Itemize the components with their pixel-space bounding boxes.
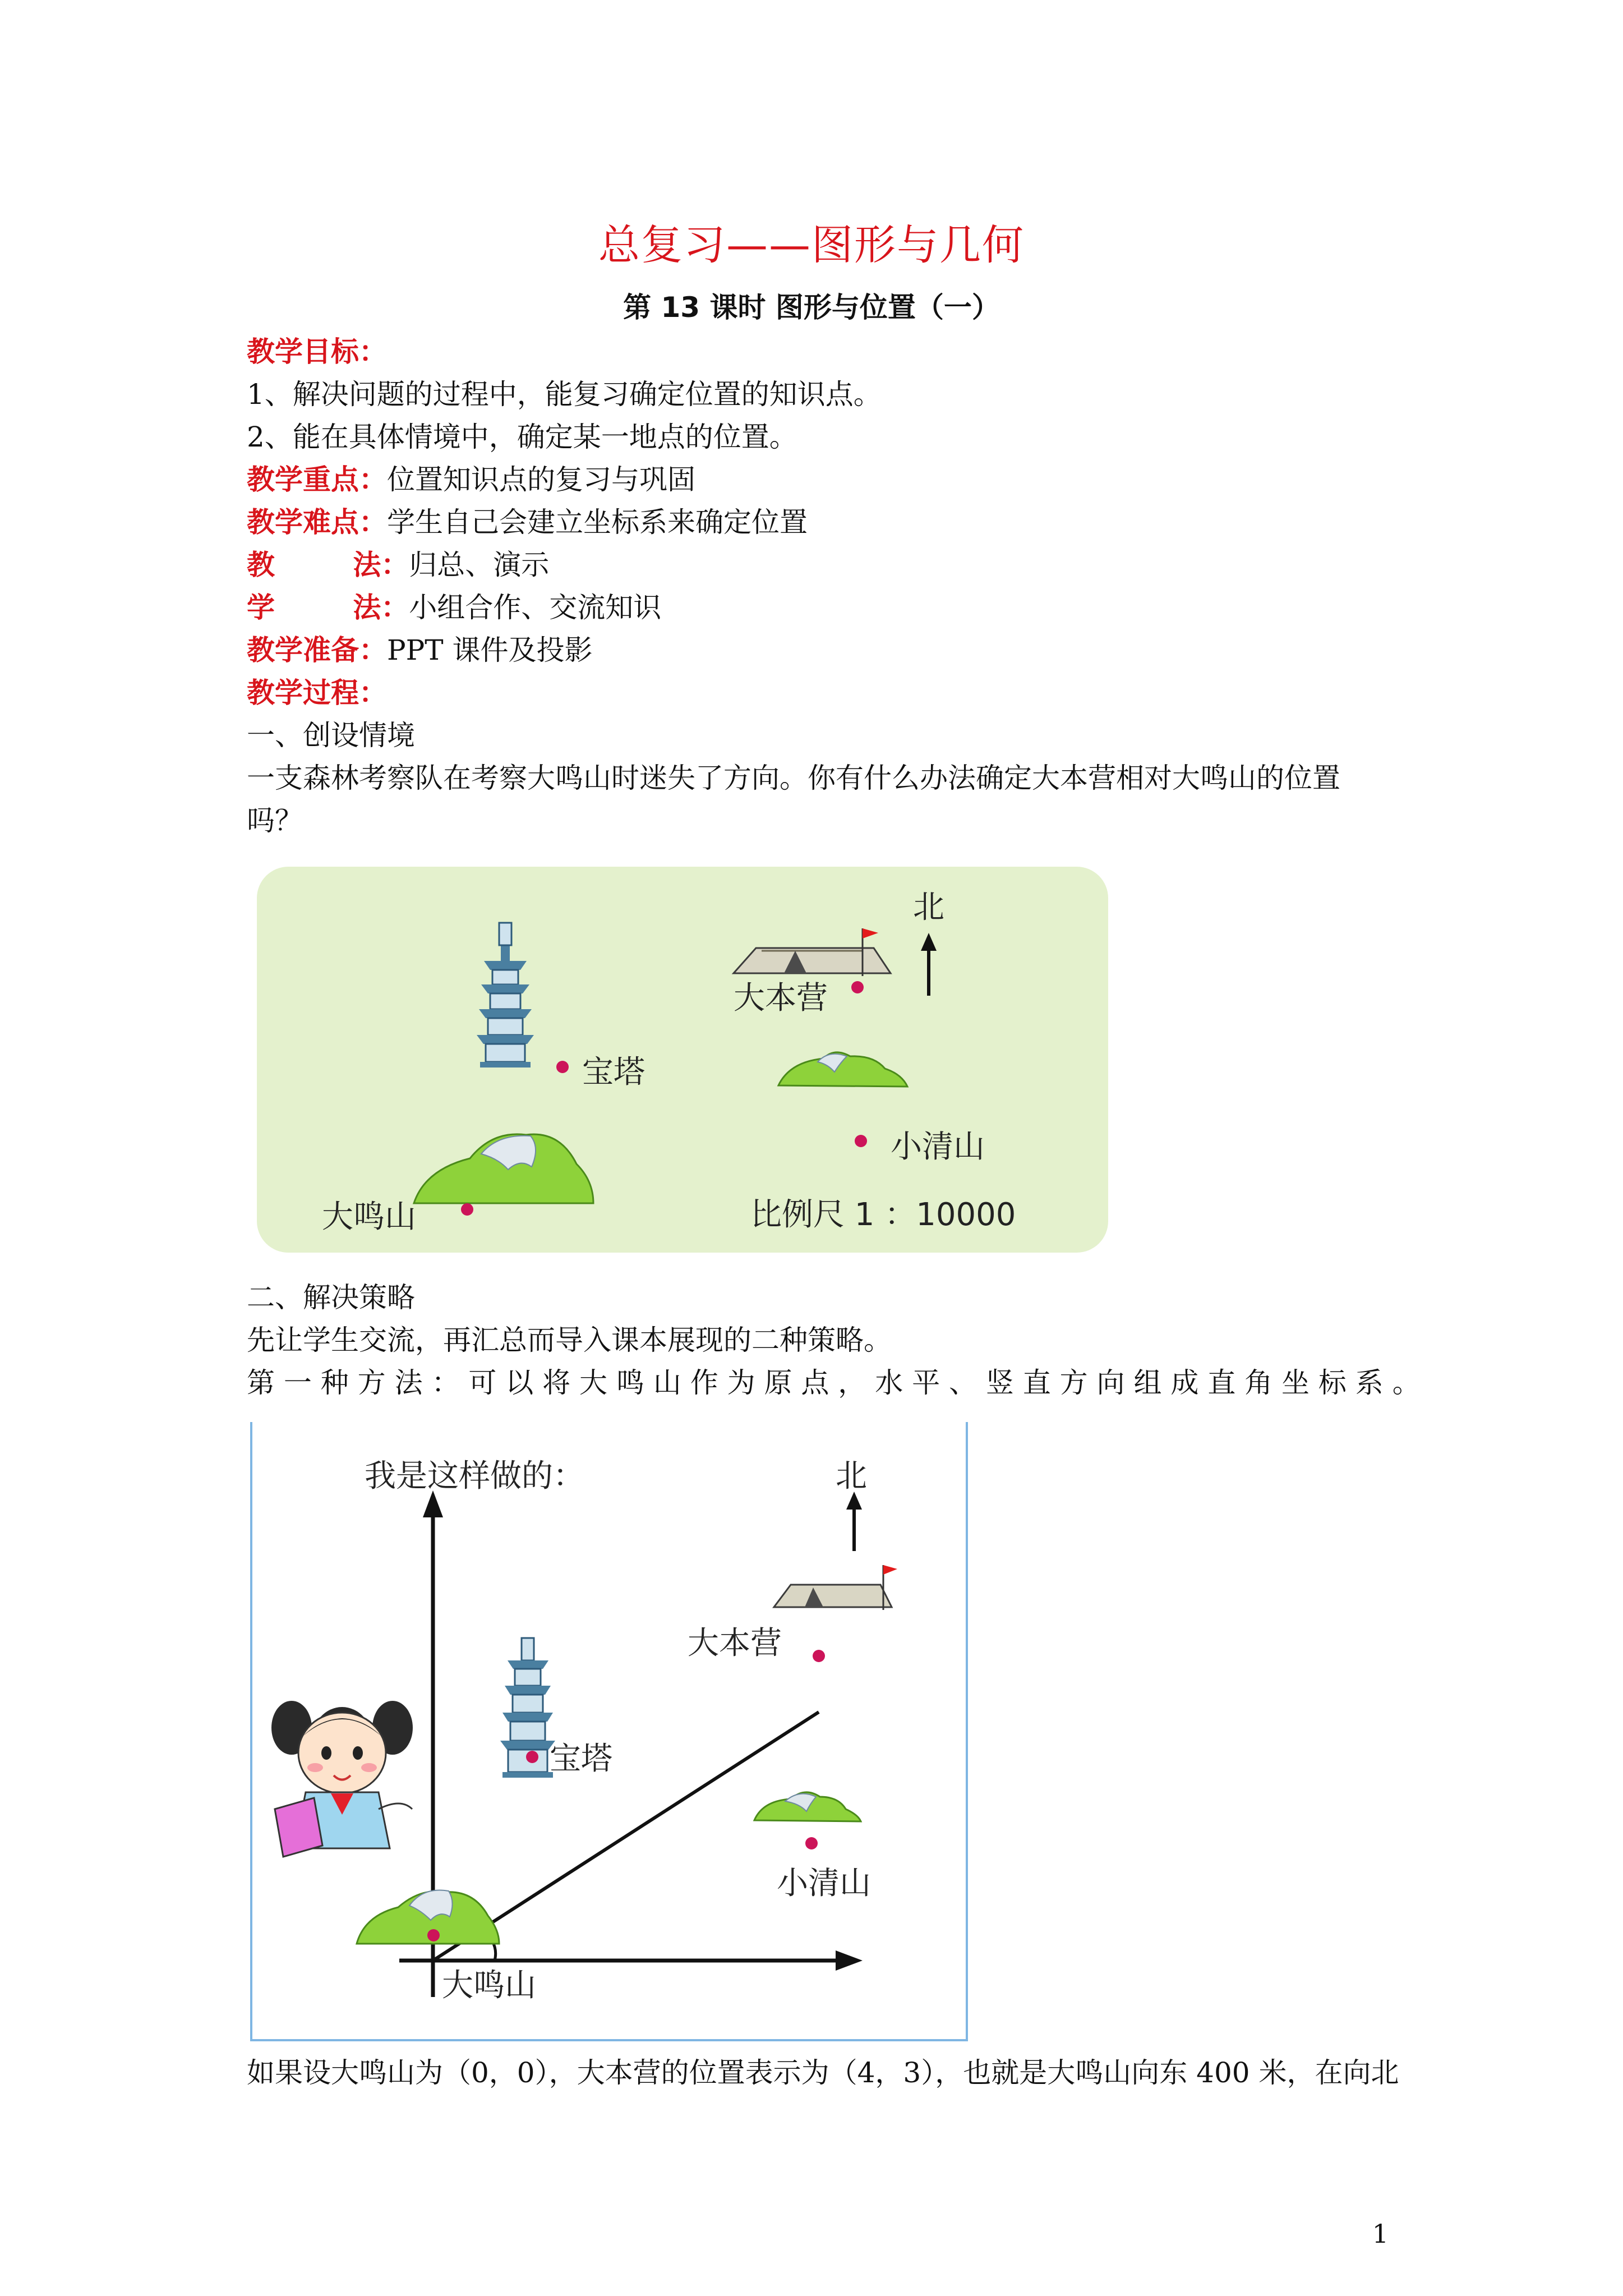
big-mountain-marker	[427, 1929, 440, 1941]
scale-label: 比例尺 1 ：10000	[750, 1197, 1016, 1233]
small-mountain-marker	[805, 1837, 818, 1849]
page-number: 1	[1372, 2219, 1389, 2249]
small-mountain-label: 小清山	[777, 1865, 871, 1902]
preparation-label: 教学准备：	[247, 634, 387, 666]
camp-marker	[813, 1650, 825, 1662]
coordinate-artwork	[252, 1422, 966, 2039]
map-illustration	[257, 867, 1108, 1253]
section-1-heading: 一、创设情境	[247, 719, 415, 752]
big-mountain-marker	[461, 1203, 473, 1216]
girl-illustration-icon	[271, 1701, 413, 1857]
paragraph-4: 如果设大鸣山为（0，0），大本营的位置表示为（4，3），也就是大鸣山向东 400 米，在向北	[247, 2056, 1399, 2089]
camp-tent-icon	[734, 928, 891, 976]
coordinate-figure	[250, 1422, 968, 2041]
key-point-row	[247, 460, 695, 499]
lesson-subtitle: 第 13 课时 图形与位置（一）	[623, 291, 1000, 324]
big-mountain-label: 大鸣山	[442, 1967, 536, 2004]
process-heading: 教学过程：	[247, 677, 387, 709]
small-mountain-label: 小清山	[891, 1129, 985, 1165]
pagoda-marker	[526, 1751, 538, 1763]
north-label: 北	[913, 889, 944, 926]
pagoda-label: 宝塔	[582, 1054, 645, 1091]
camp-marker	[851, 981, 864, 993]
paragraph-2: 先让学生交流，再汇总而导入课本展现的二种策略。	[247, 1324, 892, 1356]
small-mountain-icon	[778, 1052, 907, 1087]
objectives-heading: 教学目标：	[247, 335, 387, 368]
small-mountain-icon	[754, 1792, 861, 1821]
camp-tent-icon	[774, 1565, 897, 1610]
paragraph-1-line-2: 吗？	[247, 804, 303, 837]
teaching-method-text: 归总、演示	[409, 549, 550, 581]
learning-method-text: 小组合作、交流知识	[409, 591, 662, 624]
north-arrow-icon	[846, 1492, 862, 1551]
document-title: 总复习——图形与几何	[598, 221, 1025, 269]
big-mountain-label: 大鸣山	[322, 1199, 416, 1235]
north-arrow-icon	[921, 933, 937, 996]
key-point-label: 教学重点：	[247, 463, 387, 496]
preparation-row	[247, 631, 593, 670]
objective-1: 1、解决问题的过程中，能复习确定位置的知识点。	[247, 378, 882, 411]
section-2-heading: 二、解决策略	[247, 1281, 415, 1314]
pagoda-marker	[556, 1061, 569, 1073]
north-label: 北	[836, 1458, 867, 1494]
small-mountain-marker	[855, 1135, 867, 1147]
camp-label: 大本营	[688, 1625, 782, 1662]
objective-2: 2、能在具体情境中，确定某一地点的位置。	[247, 421, 797, 453]
paragraph-1-line-1: 一支森林考察队在考察大鸣山时迷失了方向。你有什么办法确定大本营相对大鸣山的位置	[247, 762, 1340, 794]
difficulty-row	[247, 503, 808, 542]
big-mountain-icon	[414, 1134, 593, 1203]
difficulty-text: 学生自己会建立坐标系来确定位置	[387, 506, 808, 539]
key-point-text: 位置知识点的复习与巩固	[387, 463, 695, 496]
preparation-text: PPT 课件及投影	[387, 634, 593, 666]
teaching-method-label: 教 法：	[247, 549, 409, 581]
paragraph-3: 第 一 种 方 法 ： 可 以 将 大 鸣 山 作 为 原 点 ， 水 平 、 竖 直 方 向 组 成 直 角 坐 标 系 。	[247, 1366, 1421, 1399]
learning-method-row	[247, 588, 661, 627]
teaching-method-row	[247, 545, 549, 585]
speech-label: 我是这样做的：	[365, 1458, 584, 1494]
camp-label: 大本营	[734, 980, 828, 1016]
learning-method-label: 学 法：	[247, 591, 409, 624]
difficulty-label: 教学难点：	[247, 506, 387, 539]
pagoda-icon	[477, 923, 534, 1068]
pagoda-label: 宝塔	[550, 1741, 612, 1777]
